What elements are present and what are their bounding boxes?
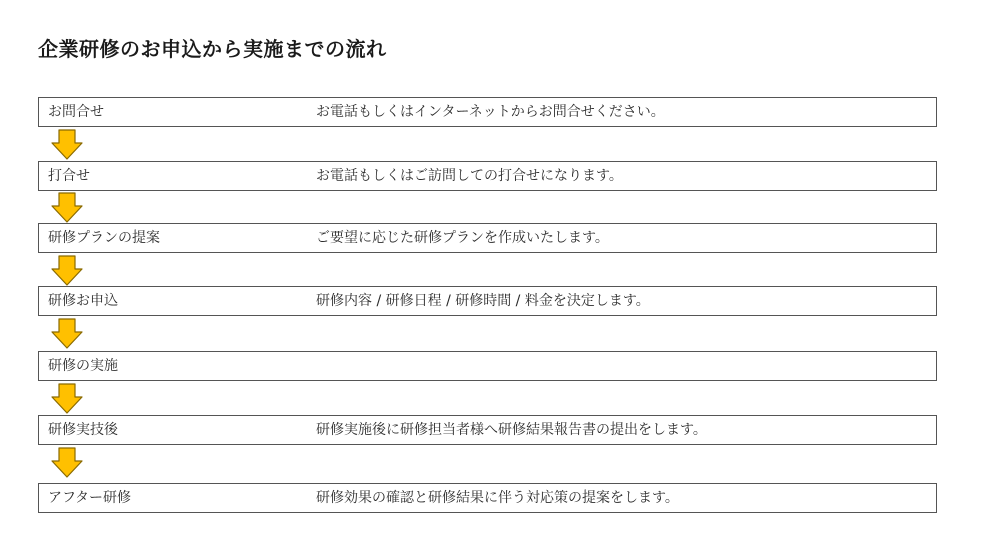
flow-step-description: お電話もしくはご訪問しての打合せになります。 [316,168,623,184]
flow-step-description: 研修効果の確認と研修結果に伴う対応策の提案をします。 [316,490,679,506]
down-arrow-icon [50,383,84,414]
flow-step-description: 研修実施後に研修担当者様へ研修結果報告書の提出をします。 [316,422,707,438]
down-arrow-shape [52,130,82,159]
flow-step-label: アフター研修 [48,490,132,506]
flow-step-label: 研修お申込 [48,293,118,309]
flow-step-box [38,223,937,253]
page-title: 企業研修のお申込から実施までの流れ [38,37,387,61]
down-arrow-icon [50,255,84,286]
down-arrow-icon [50,318,84,349]
down-arrow-shape [52,319,82,348]
flow-step-label: 研修プランの提案 [48,230,160,246]
down-arrow-icon [50,129,84,160]
down-arrow-icon [50,192,84,223]
flow-step-description: ご要望に応じた研修プランを作成いたします。 [316,230,609,246]
flow-step-label: お問合せ [48,104,104,120]
flow-step-label: 研修の実施 [48,358,118,374]
flow-step-box [38,161,937,191]
down-arrow-shape [52,193,82,222]
down-arrow-shape [52,256,82,285]
flow-step-box [38,97,937,127]
down-arrow-shape [52,448,82,477]
flow-step-box [38,286,937,316]
flow-step-label: 研修実技後 [48,422,118,438]
flow-step-box [38,415,937,445]
flow-step-description: 研修内容 / 研修日程 / 研修時間 / 料金を決定します。 [316,293,650,309]
flow-step-box [38,483,937,513]
down-arrow-icon [50,447,84,478]
flow-step-label: 打合せ [48,168,90,184]
down-arrow-shape [52,384,82,413]
flow-step-description: お電話もしくはインターネットからお問合せください。 [316,104,665,120]
flow-step-box [38,351,937,381]
